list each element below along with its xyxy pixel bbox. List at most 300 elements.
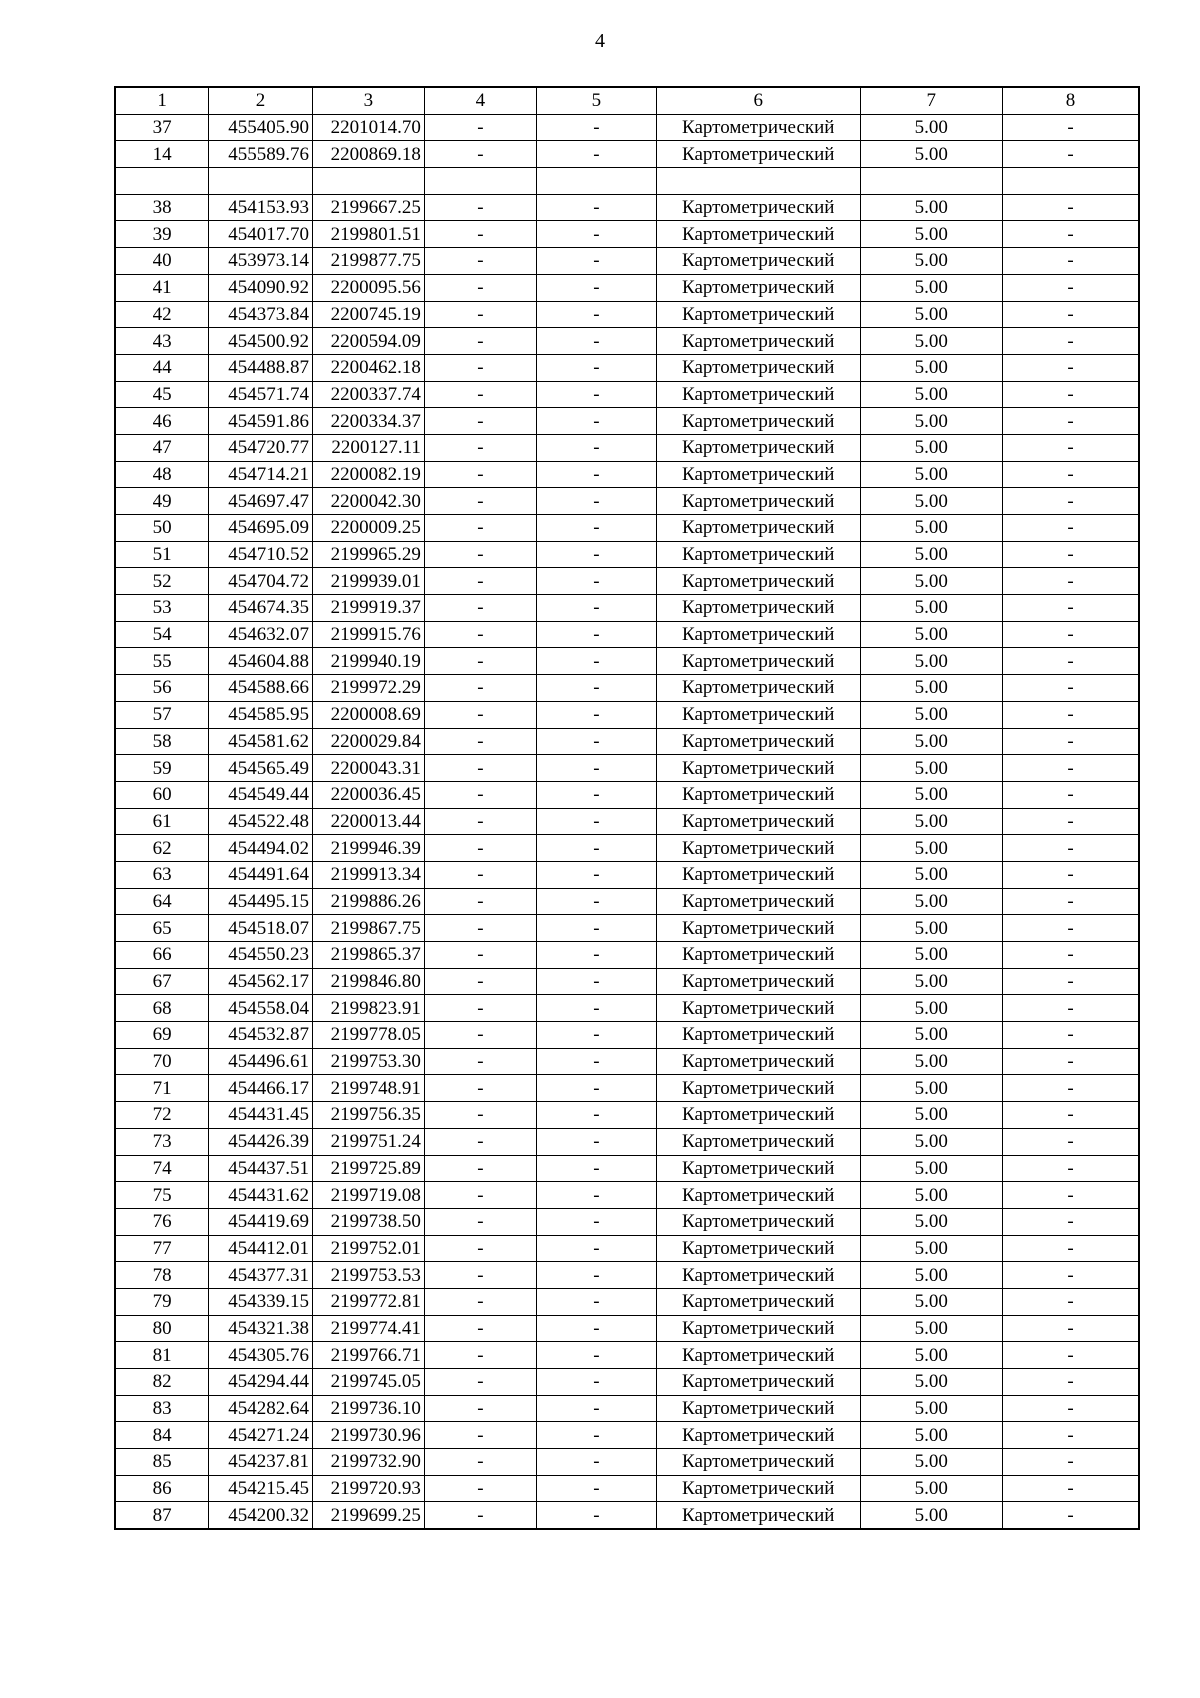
column-header: 3 (312, 87, 424, 114)
point-number-cell: 43 (115, 328, 209, 355)
y-coordinate-cell: 2200043.31 (312, 755, 424, 782)
accuracy-cell: 5.00 (860, 675, 1003, 702)
point-number-cell: 72 (115, 1102, 209, 1129)
column-4-cell: - (424, 1048, 536, 1075)
column-8-cell: - (1003, 434, 1139, 461)
method-cell: Картометрический (656, 221, 860, 248)
method-cell: Картометрический (656, 434, 860, 461)
table-row (115, 808, 1139, 835)
x-coordinate-cell: 454215.45 (209, 1475, 313, 1502)
method-cell: Картометрический (656, 968, 860, 995)
method-cell: Картометрический (656, 248, 860, 275)
column-4-cell: - (424, 408, 536, 435)
accuracy-cell: 5.00 (860, 1075, 1003, 1102)
x-coordinate-cell: 454565.49 (209, 755, 313, 782)
column-8-cell: - (1003, 861, 1139, 888)
y-coordinate-cell: 2199730.96 (312, 1422, 424, 1449)
table-row (115, 621, 1139, 648)
y-coordinate-cell: 2199778.05 (312, 1022, 424, 1049)
column-4-cell: - (424, 968, 536, 995)
column-header: 1 (115, 87, 209, 114)
column-4-cell: - (424, 381, 536, 408)
table-row (115, 728, 1139, 755)
column-8-cell: - (1003, 141, 1139, 168)
column-4-cell: - (424, 808, 536, 835)
point-number-cell: 61 (115, 808, 209, 835)
x-coordinate-cell: 454431.62 (209, 1182, 313, 1209)
column-5-cell: - (536, 141, 656, 168)
x-coordinate-cell: 454549.44 (209, 781, 313, 808)
table-row (115, 301, 1139, 328)
method-cell: Картометрический (656, 194, 860, 221)
method-cell: Картометрический (656, 515, 860, 542)
column-5-cell: - (536, 434, 656, 461)
column-5-cell: - (536, 755, 656, 782)
accuracy-cell: 5.00 (860, 1102, 1003, 1129)
y-coordinate-cell: 2200127.11 (312, 434, 424, 461)
column-8-cell: - (1003, 1449, 1139, 1476)
point-number-cell: 80 (115, 1315, 209, 1342)
x-coordinate-cell: 454532.87 (209, 1022, 313, 1049)
y-coordinate-cell: 2199766.71 (312, 1342, 424, 1369)
x-coordinate-cell: 454704.72 (209, 568, 313, 595)
column-5-cell: - (536, 221, 656, 248)
column-4-cell: - (424, 488, 536, 515)
x-coordinate-cell: 454571.74 (209, 381, 313, 408)
column-4-cell: - (424, 648, 536, 675)
column-5-cell: - (536, 515, 656, 542)
point-number-cell: 57 (115, 701, 209, 728)
point-number-cell: 73 (115, 1128, 209, 1155)
column-5-cell: - (536, 835, 656, 862)
column-5-cell: - (536, 1048, 656, 1075)
method-cell: Картометрический (656, 1022, 860, 1049)
point-number-cell: 68 (115, 995, 209, 1022)
point-number-cell: 39 (115, 221, 209, 248)
y-coordinate-cell: 2200337.74 (312, 381, 424, 408)
column-5-cell: - (536, 942, 656, 969)
accuracy-cell: 5.00 (860, 968, 1003, 995)
table-body (115, 114, 1139, 1529)
column-5-cell: - (536, 701, 656, 728)
accuracy-cell: 5.00 (860, 1475, 1003, 1502)
column-8-cell: - (1003, 781, 1139, 808)
column-4-cell: - (424, 434, 536, 461)
point-number-cell: 64 (115, 888, 209, 915)
y-coordinate-cell (312, 168, 424, 195)
column-8-cell: - (1003, 1502, 1139, 1529)
column-8-cell: - (1003, 675, 1139, 702)
column-5-cell: - (536, 995, 656, 1022)
table-row (115, 354, 1139, 381)
table-row (115, 114, 1139, 141)
y-coordinate-cell: 2199801.51 (312, 221, 424, 248)
table-row (115, 755, 1139, 782)
y-coordinate-cell: 2200082.19 (312, 461, 424, 488)
y-coordinate-cell: 2199752.01 (312, 1235, 424, 1262)
table-row (115, 1315, 1139, 1342)
column-8-cell: - (1003, 595, 1139, 622)
x-coordinate-cell: 454339.15 (209, 1288, 313, 1315)
y-coordinate-cell: 2201014.70 (312, 114, 424, 141)
accuracy-cell: 5.00 (860, 1369, 1003, 1396)
column-5-cell: - (536, 861, 656, 888)
column-8-cell: - (1003, 194, 1139, 221)
column-5-cell: - (536, 408, 656, 435)
column-8-cell: - (1003, 248, 1139, 275)
column-8-cell: - (1003, 1369, 1139, 1396)
accuracy-cell: 5.00 (860, 1449, 1003, 1476)
accuracy-cell: 5.00 (860, 621, 1003, 648)
accuracy-cell: 5.00 (860, 1502, 1003, 1529)
x-coordinate-cell: 454495.15 (209, 888, 313, 915)
column-8-cell: - (1003, 1155, 1139, 1182)
page-number: 4 (595, 30, 605, 52)
column-4-cell: - (424, 1102, 536, 1129)
column-5-cell (536, 168, 656, 195)
point-number-cell: 71 (115, 1075, 209, 1102)
method-cell: Картометрический (656, 114, 860, 141)
column-8-cell: - (1003, 1395, 1139, 1422)
table-row (115, 595, 1139, 622)
table-row (115, 461, 1139, 488)
column-5-cell: - (536, 728, 656, 755)
accuracy-cell: 5.00 (860, 595, 1003, 622)
x-coordinate-cell: 454294.44 (209, 1369, 313, 1396)
accuracy-cell: 5.00 (860, 354, 1003, 381)
table-row (115, 861, 1139, 888)
column-4-cell: - (424, 1262, 536, 1289)
point-number-cell: 40 (115, 248, 209, 275)
column-5-cell: - (536, 461, 656, 488)
column-4-cell: - (424, 568, 536, 595)
point-number-cell: 77 (115, 1235, 209, 1262)
column-5-cell: - (536, 1128, 656, 1155)
x-coordinate-cell: 454585.95 (209, 701, 313, 728)
table-row (115, 434, 1139, 461)
method-cell: Картометрический (656, 1369, 860, 1396)
accuracy-cell: 5.00 (860, 835, 1003, 862)
x-coordinate-cell: 454377.31 (209, 1262, 313, 1289)
method-cell: Картометрический (656, 1102, 860, 1129)
column-8-cell: - (1003, 221, 1139, 248)
column-4-cell: - (424, 301, 536, 328)
method-cell: Картометрический (656, 1182, 860, 1209)
point-number-cell: 48 (115, 461, 209, 488)
table-row (115, 248, 1139, 275)
column-5-cell: - (536, 194, 656, 221)
y-coordinate-cell: 2199919.37 (312, 595, 424, 622)
y-coordinate-cell: 2199877.75 (312, 248, 424, 275)
point-number-cell: 59 (115, 755, 209, 782)
method-cell: Картометрический (656, 648, 860, 675)
column-8-cell: - (1003, 968, 1139, 995)
point-number-cell: 74 (115, 1155, 209, 1182)
method-cell: Картометрический (656, 408, 860, 435)
x-coordinate-cell: 454500.92 (209, 328, 313, 355)
accuracy-cell: 5.00 (860, 1288, 1003, 1315)
column-4-cell: - (424, 728, 536, 755)
x-coordinate-cell: 454674.35 (209, 595, 313, 622)
y-coordinate-cell: 2200745.19 (312, 301, 424, 328)
method-cell: Картометрический (656, 1128, 860, 1155)
x-coordinate-cell: 454305.76 (209, 1342, 313, 1369)
x-coordinate-cell: 454550.23 (209, 942, 313, 969)
column-8-cell: - (1003, 888, 1139, 915)
table-row (115, 194, 1139, 221)
column-8-cell: - (1003, 1262, 1139, 1289)
column-4-cell: - (424, 1128, 536, 1155)
x-coordinate-cell: 454604.88 (209, 648, 313, 675)
x-coordinate-cell: 454494.02 (209, 835, 313, 862)
y-coordinate-cell: 2199774.41 (312, 1315, 424, 1342)
accuracy-cell: 5.00 (860, 114, 1003, 141)
x-coordinate-cell: 454695.09 (209, 515, 313, 542)
column-header: 4 (424, 87, 536, 114)
method-cell: Картометрический (656, 915, 860, 942)
column-8-cell: - (1003, 728, 1139, 755)
method-cell: Картометрический (656, 1048, 860, 1075)
point-number-cell: 78 (115, 1262, 209, 1289)
column-4-cell: - (424, 194, 536, 221)
column-4-cell: - (424, 1395, 536, 1422)
point-number-cell: 60 (115, 781, 209, 808)
y-coordinate-cell: 2199736.10 (312, 1395, 424, 1422)
column-4-cell: - (424, 1315, 536, 1342)
column-5-cell: - (536, 1422, 656, 1449)
column-5-cell: - (536, 381, 656, 408)
y-coordinate-cell: 2199751.24 (312, 1128, 424, 1155)
accuracy-cell: 5.00 (860, 995, 1003, 1022)
column-8-cell (1003, 168, 1139, 195)
y-coordinate-cell: 2200029.84 (312, 728, 424, 755)
column-4-cell: - (424, 328, 536, 355)
accuracy-cell: 5.00 (860, 1022, 1003, 1049)
column-8-cell: - (1003, 1102, 1139, 1129)
table-row (115, 1395, 1139, 1422)
table-row (115, 488, 1139, 515)
accuracy-cell: 5.00 (860, 141, 1003, 168)
method-cell: Картометрический (656, 942, 860, 969)
y-coordinate-cell: 2199867.75 (312, 915, 424, 942)
x-coordinate-cell: 454588.66 (209, 675, 313, 702)
column-4-cell: - (424, 888, 536, 915)
y-coordinate-cell: 2199667.25 (312, 194, 424, 221)
method-cell: Картометрический (656, 1395, 860, 1422)
column-8-cell: - (1003, 755, 1139, 782)
column-4-cell: - (424, 141, 536, 168)
accuracy-cell: 5.00 (860, 461, 1003, 488)
column-8-cell: - (1003, 1048, 1139, 1075)
accuracy-cell: 5.00 (860, 755, 1003, 782)
y-coordinate-cell: 2200594.09 (312, 328, 424, 355)
y-coordinate-cell: 2200036.45 (312, 781, 424, 808)
table-row (115, 1449, 1139, 1476)
table-row (115, 1288, 1139, 1315)
table-row (115, 1022, 1139, 1049)
accuracy-cell: 5.00 (860, 728, 1003, 755)
method-cell: Картометрический (656, 1315, 860, 1342)
y-coordinate-cell: 2199913.34 (312, 861, 424, 888)
column-4-cell: - (424, 942, 536, 969)
table-row (115, 915, 1139, 942)
table-row (115, 1182, 1139, 1209)
table-row (115, 408, 1139, 435)
column-4-cell: - (424, 701, 536, 728)
method-cell: Картометрический (656, 541, 860, 568)
accuracy-cell: 5.00 (860, 942, 1003, 969)
column-4-cell: - (424, 621, 536, 648)
y-coordinate-cell: 2199772.81 (312, 1288, 424, 1315)
method-cell: Картометрический (656, 488, 860, 515)
column-5-cell: - (536, 301, 656, 328)
column-8-cell: - (1003, 515, 1139, 542)
column-header: 2 (209, 87, 313, 114)
column-4-cell: - (424, 1022, 536, 1049)
x-coordinate-cell: 454271.24 (209, 1422, 313, 1449)
point-number-cell: 63 (115, 861, 209, 888)
column-4-cell: - (424, 915, 536, 942)
table-row (115, 1102, 1139, 1129)
point-number-cell (115, 168, 209, 195)
column-5-cell: - (536, 1315, 656, 1342)
column-4-cell: - (424, 515, 536, 542)
point-number-cell: 66 (115, 942, 209, 969)
accuracy-cell: 5.00 (860, 1422, 1003, 1449)
method-cell: Картометрический (656, 1422, 860, 1449)
table-row (115, 1422, 1139, 1449)
accuracy-cell: 5.00 (860, 1395, 1003, 1422)
method-cell: Картометрический (656, 728, 860, 755)
accuracy-cell: 5.00 (860, 408, 1003, 435)
column-5-cell: - (536, 1022, 656, 1049)
y-coordinate-cell: 2199738.50 (312, 1208, 424, 1235)
x-coordinate-cell: 454720.77 (209, 434, 313, 461)
table-row (115, 675, 1139, 702)
column-8-cell: - (1003, 915, 1139, 942)
accuracy-cell: 5.00 (860, 248, 1003, 275)
method-cell: Картометрический (656, 595, 860, 622)
column-5-cell: - (536, 1342, 656, 1369)
method-cell: Картометрический (656, 568, 860, 595)
method-cell: Картометрический (656, 888, 860, 915)
column-5-cell: - (536, 1395, 656, 1422)
y-coordinate-cell: 2200009.25 (312, 515, 424, 542)
column-8-cell: - (1003, 301, 1139, 328)
x-coordinate-cell: 454437.51 (209, 1155, 313, 1182)
point-number-cell: 41 (115, 274, 209, 301)
column-8-cell: - (1003, 1235, 1139, 1262)
x-coordinate-cell: 454562.17 (209, 968, 313, 995)
point-number-cell: 44 (115, 354, 209, 381)
point-number-cell: 49 (115, 488, 209, 515)
column-4-cell: - (424, 461, 536, 488)
accuracy-cell: 5.00 (860, 434, 1003, 461)
column-4-cell: - (424, 1155, 536, 1182)
point-number-cell: 76 (115, 1208, 209, 1235)
column-8-cell: - (1003, 808, 1139, 835)
table-row (115, 328, 1139, 355)
x-coordinate-cell: 454710.52 (209, 541, 313, 568)
column-5-cell: - (536, 1475, 656, 1502)
method-cell: Картометрический (656, 328, 860, 355)
column-5-cell: - (536, 1182, 656, 1209)
point-number-cell: 46 (115, 408, 209, 435)
column-8-cell: - (1003, 1128, 1139, 1155)
table-row (115, 1262, 1139, 1289)
column-4-cell: - (424, 248, 536, 275)
column-5-cell: - (536, 675, 656, 702)
column-8-cell: - (1003, 1475, 1139, 1502)
accuracy-cell: 5.00 (860, 648, 1003, 675)
column-5-cell: - (536, 1288, 656, 1315)
point-number-cell: 14 (115, 141, 209, 168)
y-coordinate-cell: 2199753.30 (312, 1048, 424, 1075)
x-coordinate-cell: 454153.93 (209, 194, 313, 221)
method-cell (656, 168, 860, 195)
table-row (115, 515, 1139, 542)
column-4-cell: - (424, 541, 536, 568)
column-4-cell: - (424, 781, 536, 808)
x-coordinate-cell: 454237.81 (209, 1449, 313, 1476)
point-number-cell: 62 (115, 835, 209, 862)
method-cell: Картометрический (656, 835, 860, 862)
table-row (115, 888, 1139, 915)
x-coordinate-cell: 454419.69 (209, 1208, 313, 1235)
x-coordinate-cell: 454090.92 (209, 274, 313, 301)
column-8-cell: - (1003, 1075, 1139, 1102)
column-8-cell: - (1003, 942, 1139, 969)
y-coordinate-cell: 2199865.37 (312, 942, 424, 969)
point-number-cell: 67 (115, 968, 209, 995)
column-4-cell: - (424, 1369, 536, 1396)
y-coordinate-cell: 2199939.01 (312, 568, 424, 595)
y-coordinate-cell: 2200013.44 (312, 808, 424, 835)
column-5-cell: - (536, 1155, 656, 1182)
y-coordinate-cell: 2199965.29 (312, 541, 424, 568)
column-4-cell: - (424, 675, 536, 702)
x-coordinate-cell (209, 168, 313, 195)
accuracy-cell: 5.00 (860, 541, 1003, 568)
column-5-cell: - (536, 1235, 656, 1262)
column-5-cell: - (536, 648, 656, 675)
column-8-cell: - (1003, 568, 1139, 595)
x-coordinate-cell: 454321.38 (209, 1315, 313, 1342)
column-header: 5 (536, 87, 656, 114)
x-coordinate-cell: 454373.84 (209, 301, 313, 328)
table-row (115, 274, 1139, 301)
point-number-cell: 37 (115, 114, 209, 141)
column-8-cell: - (1003, 408, 1139, 435)
y-coordinate-cell: 2199719.08 (312, 1182, 424, 1209)
column-5-cell: - (536, 1369, 656, 1396)
table-row (115, 381, 1139, 408)
x-coordinate-cell: 454496.61 (209, 1048, 313, 1075)
column-4-cell: - (424, 595, 536, 622)
column-header: 7 (860, 87, 1003, 114)
column-5-cell: - (536, 915, 656, 942)
method-cell: Картометрический (656, 1475, 860, 1502)
column-8-cell: - (1003, 1342, 1139, 1369)
column-8-cell: - (1003, 621, 1139, 648)
table-row (115, 942, 1139, 969)
column-5-cell: - (536, 488, 656, 515)
accuracy-cell: 5.00 (860, 915, 1003, 942)
x-coordinate-cell: 453973.14 (209, 248, 313, 275)
column-5-cell: - (536, 274, 656, 301)
column-5-cell: - (536, 1449, 656, 1476)
y-coordinate-cell: 2199745.05 (312, 1369, 424, 1396)
